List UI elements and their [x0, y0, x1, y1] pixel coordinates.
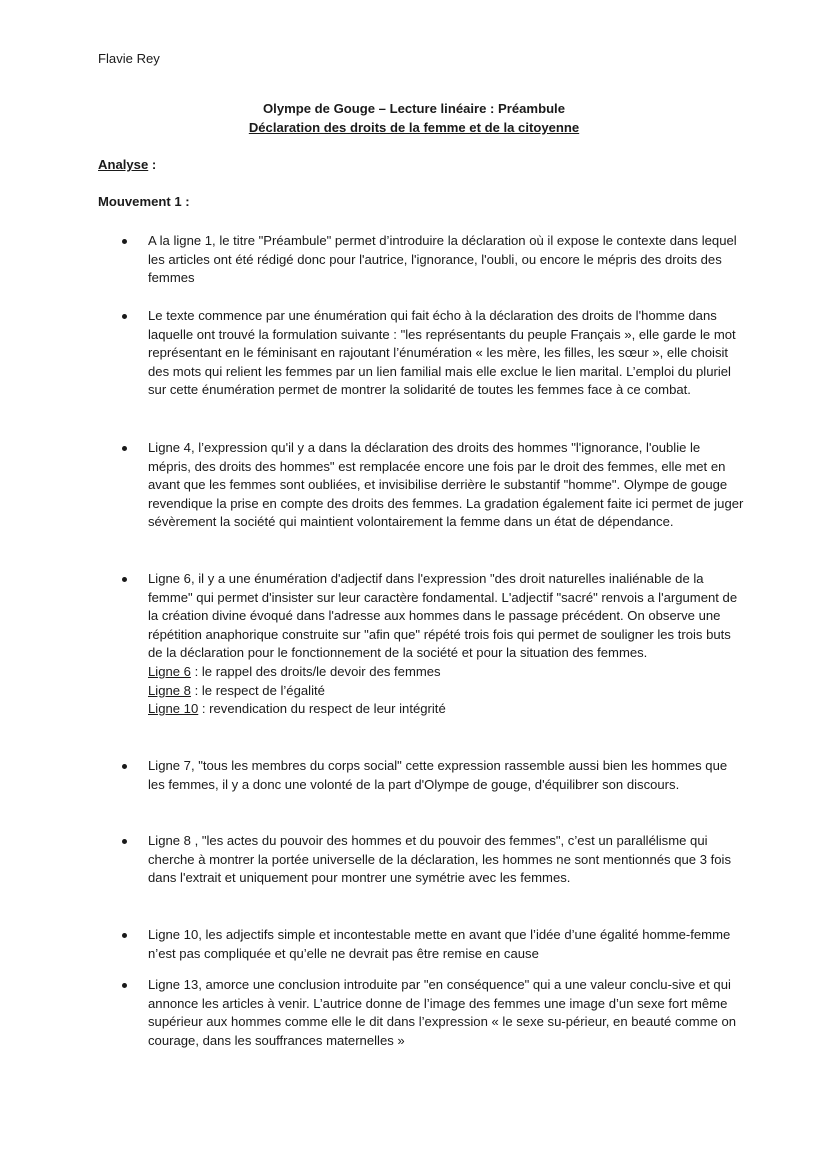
bullet-icon	[122, 839, 127, 844]
list-item	[148, 832, 746, 888]
subline-text: : revendication du respect de leur intégrité	[198, 701, 446, 717]
list-item	[148, 570, 746, 719]
author-name: Flavie Rey	[98, 51, 160, 66]
list-item	[148, 232, 746, 288]
list-item-text: A la ligne 1, le titre "Préambule" permet d’introduire la déclaration où il expose le contexte dans lequel les articles ont été rédigé donc pour l'autrice, l'ignorance, l'oubli, ou encore le mépris des droits des femmes	[148, 233, 737, 286]
bullet-icon	[122, 314, 127, 319]
list-item	[148, 439, 746, 532]
bullet-icon	[122, 239, 127, 244]
list-item-text: Ligne 6, il y a une énumération d'adjectif dans l'expression "des droit naturelles inaliénable de la femme" qui permet d'insister sur leur caractère fondamental. L'adjectif "sacré" renvois a l'argument de la création divine évoqué dans l'adresse aux hommes dans le passage précédent. On observe une répétition anaphorique construite sur "afin que" répété trois fois qui permet de souligner les trois buts de la déclaration pour le fonctionnement de la société et pour la situation des femmes.	[148, 571, 738, 661]
list-item-text: Ligne 10, les adjectifs simple et incontestable mette en avant que l’idée d’une égalité homme-femme n’est pas compliquée et qu’elle ne devrait pas être remise en cause	[148, 927, 731, 961]
bullet-icon	[122, 764, 127, 769]
mouvement-heading: Mouvement 1 :	[98, 194, 190, 209]
bullet-icon	[122, 983, 127, 988]
subline-label: Ligne 6	[148, 663, 191, 679]
list-item	[148, 976, 746, 1050]
subline	[148, 700, 746, 719]
list-item-text: Ligne 7, "tous les membres du corps social" cette expression rassemble aussi bien les hommes que les femmes, il y a donc une volonté de la part d'Olympe de gouge, d'équilibrer son discours.	[148, 758, 728, 792]
bullet-icon	[122, 446, 127, 451]
list-item-text: Ligne 4, l’expression qu'il y a dans la déclaration des droits des hommes "l'ignorance, l'oublie le mépris, des droits des hommes" est remplacée encore une fois par le droit des femmes, elle met en avant que les femmes sont oubliées, et invisibilise derrière le substantif "homme". Olympe de gouge revendique la prise en compte des droits des femmes. La gradation également faite ici permet de juger sévèrement la société qui maintient volontairement la femme dans un état de dépendance.	[148, 440, 744, 530]
list-item-text: Le texte commence par une énumération qui fait écho à la déclaration des droits de l'homme dans laquelle ont trouvé la formulation suivante : "les représentants du peuple Français », elle garde le mot représentant en le féminisant en rajoutant l’énumération « les mère, les filles, les sœur », elle choisit des mots qui relient les femmes par un lien familial mais elle exclue le lien marital. L’emploi du pluriel sur cette énumération permet de montrer la solidarité de toutes les femmes face à ce combat.	[148, 308, 736, 398]
list-item-text: Ligne 8 , "les actes du pouvoir des hommes et du pouvoir des femmes", c’est un parallélisme qui cherche à montrer la portée universelle de la déclaration, les hommes ne sont mentionnés que 3 fois dans l'extrait et uniquement pour montrer une symétrie avec les femmes.	[148, 833, 731, 886]
subline-text: : le respect de l’égalité	[190, 682, 325, 698]
analyse-heading	[98, 156, 156, 175]
bullet-icon	[122, 577, 127, 582]
list-item	[148, 307, 746, 400]
document-subtitle: Déclaration des droits de la femme et de la citoyenne	[248, 119, 580, 135]
document-title: Olympe de Gouge – Lecture linéaire : Préambule	[263, 101, 565, 116]
title-block	[0, 100, 828, 137]
list-item-text: Ligne 13, amorce une conclusion introduite par "en conséquence" qui a une valeur conclu-sive et qui annonce les articles à venir. L’autrice donne de l’image des femmes une image d’un sexe fort même supérieur aux hommes comme elle le dit dans l’expression « le sexe su-périeur, en beauté comme on courage, dans les souffrances maternelles »	[148, 977, 737, 1048]
list-item	[148, 757, 746, 794]
subline-label: Ligne 10	[148, 701, 199, 717]
analyse-suffix: :	[148, 157, 157, 172]
subline	[148, 682, 746, 701]
subline-text: : le rappel des droits/le devoir des femmes	[190, 663, 441, 679]
bullet-icon	[122, 933, 127, 938]
analyse-label: Analyse	[98, 157, 149, 172]
subline-label: Ligne 8	[148, 682, 191, 698]
list-item	[148, 926, 746, 963]
subline	[148, 663, 746, 682]
